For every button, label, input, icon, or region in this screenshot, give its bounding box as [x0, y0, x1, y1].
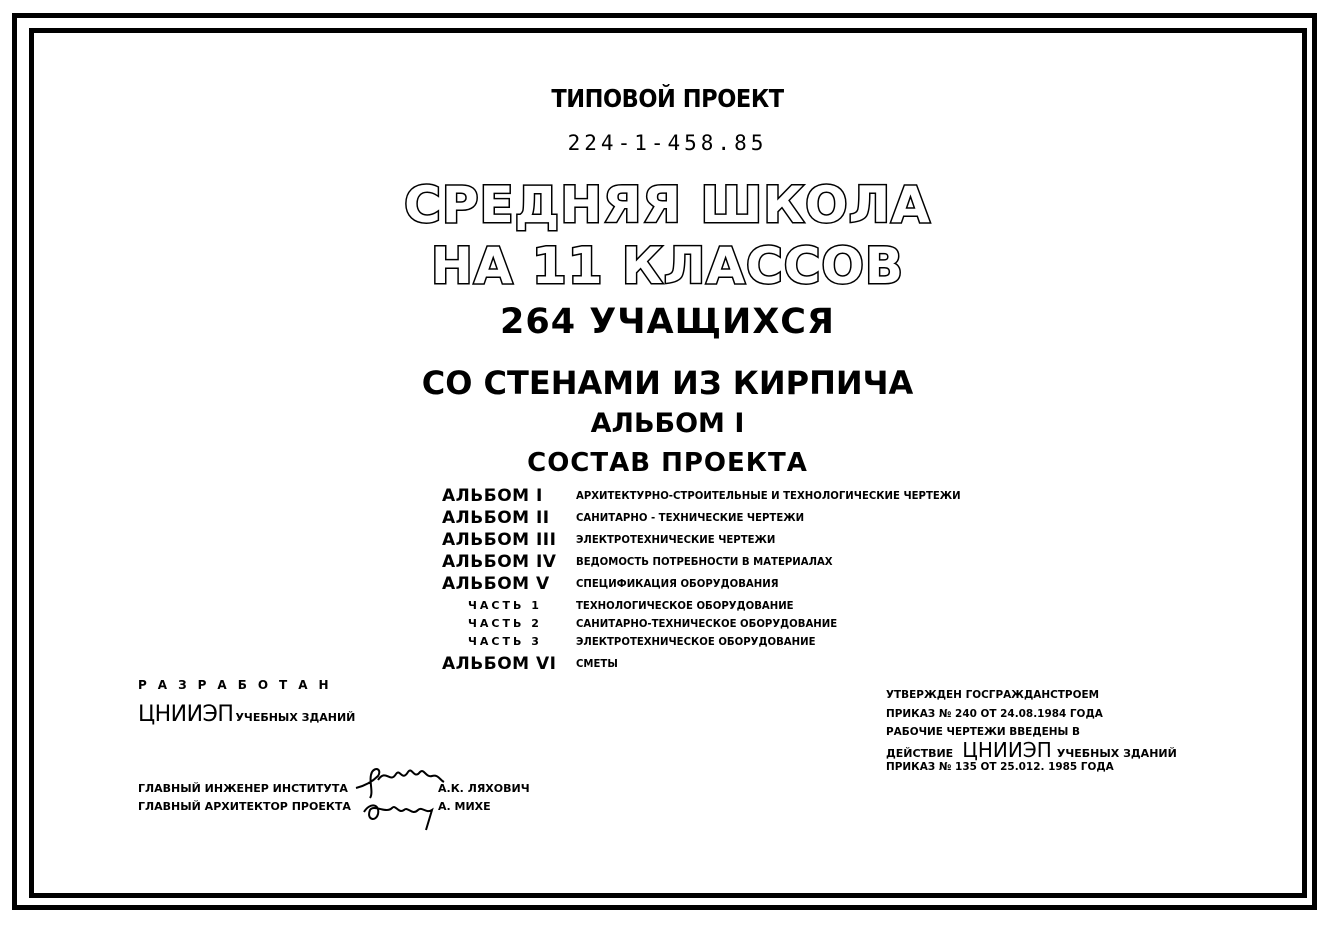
contents-desc: СМЕТЫ — [576, 657, 618, 670]
title-line-2: НА 11 КЛАССОВ — [430, 237, 905, 295]
contents-row — [442, 486, 1002, 508]
approval-line-4-prefix: ДЕЙСТВИЕ — [886, 747, 954, 760]
contents-part: ЧАСТЬ 1 — [468, 599, 542, 612]
contents-desc: САНИТАРНО-ТЕХНИЧЕСКОЕ ОБОРУДОВАНИЕ — [576, 617, 838, 630]
contents-row — [442, 552, 1002, 574]
contents-desc: ЭЛЕКТРОТЕХНИЧЕСКИЕ ЧЕРТЕЖИ — [576, 533, 776, 546]
chief-architect-name: А. МИХЕ — [438, 800, 491, 813]
project-number: 224-1-458.85 — [567, 131, 768, 155]
contents-desc: СПЕЦИФИКАЦИЯ ОБОРУДОВАНИЯ — [576, 577, 779, 590]
chief-engineer-name: А.К. ЛЯХОВИЧ — [438, 782, 530, 795]
developer-label: РАЗРАБОТАН — [138, 678, 340, 692]
contents-heading: СОСТАВ ПРОЕКТА — [527, 448, 808, 478]
contents-desc: ЭЛЕКТРОТЕХНИЧЕСКОЕ ОБОРУДОВАНИЕ — [576, 635, 816, 648]
chief-architect-role: ГЛАВНЫЙ АРХИТЕКТОР ПРОЕКТА — [138, 800, 351, 813]
contents-row — [442, 632, 1002, 654]
chief-engineer-role: ГЛАВНЫЙ ИНЖЕНЕР ИНСТИТУТА — [138, 782, 348, 795]
contents-row — [442, 508, 1002, 530]
contents-desc: ТЕХНОЛОГИЧЕСКОЕ ОБОРУДОВАНИЕ — [576, 599, 794, 612]
contents-album: АЛЬБОМ V — [442, 574, 550, 594]
contents-album: АЛЬБОМ I — [442, 486, 543, 506]
title-line-4: СО СТЕНАМИ ИЗ КИРПИЧА — [421, 364, 914, 402]
contents-row — [442, 574, 1002, 596]
contents-row — [442, 654, 1002, 676]
contents-desc: САНИТАРНО - ТЕХНИЧЕСКИЕ ЧЕРТЕЖИ — [576, 511, 805, 524]
approval-org-suffix: УЧЕБНЫХ ЗДАНИЙ — [1056, 747, 1177, 760]
album-title: АЛЬБОМ I — [590, 408, 745, 439]
approval-line-3: РАБОЧИЕ ЧЕРТЕЖИ ВВЕДЕНЫ В — [886, 725, 1080, 738]
contents-part: ЧАСТЬ 2 — [468, 617, 542, 630]
contents-album: АЛЬБОМ III — [442, 530, 557, 550]
approval-line-4 — [886, 738, 1177, 762]
title-line-1: СРЕДНЯЯ ШКОЛА — [404, 176, 931, 234]
contents-desc: АРХИТЕКТУРНО-СТРОИТЕЛЬНЫЕ И ТЕХНОЛОГИЧЕСКИЕ ЧЕРТЕЖИ — [576, 489, 961, 502]
approval-line-1: УТВЕРЖДЕН ГОСГРАЖДАНСТРОЕМ — [886, 688, 1100, 701]
type-label: ТИПОВОЙ ПРОЕКТ — [551, 84, 784, 113]
developer-org-suffix: УЧЕБНЫХ ЗДАНИЙ — [235, 711, 356, 724]
approval-line-5: ПРИКАЗ № 135 ОТ 25.012. 1985 ГОДА — [886, 760, 1114, 773]
signature-chief-architect — [360, 794, 450, 834]
approval-line-2: ПРИКАЗ № 240 ОТ 24.08.1984 ГОДА — [886, 707, 1103, 720]
approval-org-name: ЦНИИЭП — [962, 738, 1052, 762]
contents-album: АЛЬБОМ II — [442, 508, 550, 528]
developer-org — [138, 702, 355, 727]
title-line-3: 264 УЧАЩИХСЯ — [500, 302, 835, 342]
contents-album: АЛЬБОМ VI — [442, 654, 557, 674]
contents-album: АЛЬБОМ IV — [442, 552, 557, 572]
contents-desc: ВЕДОМОСТЬ ПОТРЕБНОСТИ В МАТЕРИАЛАХ — [576, 555, 833, 568]
contents-row — [442, 530, 1002, 552]
contents-part: ЧАСТЬ 3 — [468, 635, 542, 648]
developer-org-name: ЦНИИЭП — [138, 702, 234, 727]
